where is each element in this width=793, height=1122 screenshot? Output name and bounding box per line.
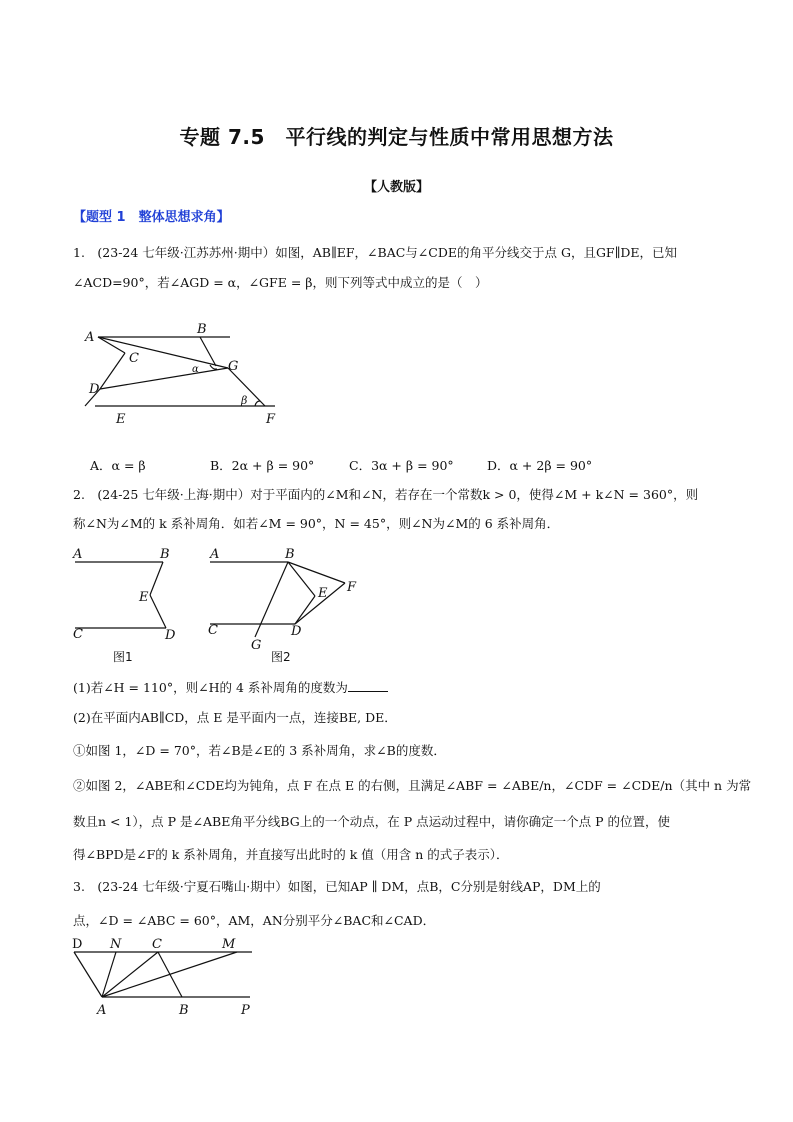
fig1-label-f: F (266, 412, 276, 427)
fig2a-caption: 图1 (113, 650, 133, 664)
q1-option-a: A．α = β (90, 458, 146, 473)
fig2b-label-f: F (347, 580, 357, 595)
seg-cb (158, 952, 182, 997)
seg-ac (98, 337, 125, 353)
seg-dg (100, 368, 228, 389)
q3-line1: 3. (23-24 七年级·宁夏石嘴山·期中）如图，已知AP ∥ DM，点B，C分别是射线AP，DM上的 (73, 879, 601, 894)
fig2a-label-e: E (139, 590, 149, 605)
q3-line2: 点，∠D = ∠ABC = 60°，AM，AN分别平分∠BAC和∠CAD． (73, 913, 436, 928)
q2-sub2b-line2: 数且n < 1），点 P 是∠ABE角平分线BG上的一个动点，在 P 点运动过程中，请你确定一个点 P 的位置，使 (73, 814, 670, 829)
q1-line1: 1. (23-24 七年级·江苏苏州·期中）如图，AB∥EF，∠BAC与∠CDE的角平分线交于点 G，且GF∥DE，已知 (73, 245, 678, 260)
seg-ad (74, 952, 102, 997)
q1-figure (80, 320, 280, 430)
fig3-label-p: P (241, 1003, 250, 1018)
fig2b-label-c: C (208, 623, 218, 638)
seg-ac (102, 952, 158, 997)
seg-cd (100, 353, 125, 389)
seg-bg (255, 562, 288, 637)
fig2a-label-b: B (160, 547, 170, 562)
beta-arc (255, 401, 260, 406)
q3-figure (70, 935, 260, 1020)
q1-option-d: D．α + 2β = 90° (487, 458, 593, 473)
fig1-label-b: B (197, 322, 207, 337)
fig1-label-c: C (129, 351, 139, 366)
q2-line2: 称∠N为∠M的 k 系补周角．如若∠M = 90°，N = 45°，则∠N为∠M的 6 系补周角． (73, 516, 560, 531)
fig3-label-d: D (72, 937, 83, 952)
fig2b-label-g: G (251, 638, 262, 653)
fig3-label-m: M (222, 937, 236, 952)
fig2a-label-d: D (165, 628, 176, 643)
fig1-label-d: D (89, 382, 100, 397)
fig2b-label-e: E (318, 586, 328, 601)
fig1-label-e: E (116, 412, 126, 427)
fig2b-label-d: D (291, 624, 302, 639)
seg-ed (150, 595, 166, 628)
seg-be (150, 562, 163, 595)
q2-sub2b-line3: 得∠BPD是∠F的 k 系补周角，并直接写出此时的 k 值（用含 n 的式子表示）． (73, 847, 509, 862)
q2-sub1-text: (1)若∠H = 110°，则∠H的 4 系补周角的度数为 (73, 680, 348, 695)
section-heading: 【题型 1 整体思想求角】 (73, 210, 230, 225)
q1-option-b: B．2α + β = 90° (210, 458, 315, 473)
q2-figure2 (205, 545, 370, 670)
q2-sub2: (2)在平面内AB∥CD，点 E 是平面内一点，连接BE, DE． (73, 710, 397, 725)
fig3-label-a: A (97, 1003, 107, 1018)
fig1-label-a: A (85, 330, 95, 345)
fig2b-caption: 图2 (271, 650, 291, 664)
fig1-label-beta: β (241, 394, 248, 407)
q2-sub2a: ①如图 1，∠D = 70°，若∠B是∠E的 3 系补周角，求∠B的度数． (73, 743, 446, 758)
fig1-label-g: G (228, 359, 239, 374)
fig2a-label-c: C (73, 627, 83, 642)
q2-sub2b-line1: ②如图 2，∠ABE和∠CDE均为钝角，点 F 在点 E 的右侧，且满足∠ABF = ∠ABE/n，∠CDF = ∠CDE/n（其中 n 为常 (73, 778, 752, 793)
q1-option-c: C．3α + β = 90° (349, 458, 454, 473)
fig1-label-alpha: α (192, 364, 199, 375)
seg-an (102, 952, 116, 997)
q2-line1: 2. (24-25 七年级·上海·期中）对于平面内的∠M和∠N，若存在一个常数k > 0，使得∠M + k∠N = 360°，则 (73, 487, 699, 502)
q1-line2: ∠ACD=90°，若∠AGD = α，∠GFE = β，则下列等式中成立的是（ ） (73, 275, 488, 290)
fig2a-label-a: A (73, 547, 83, 562)
fig3-label-n: N (110, 937, 122, 952)
fig3-label-b: B (179, 1003, 189, 1018)
q2-figure1 (70, 545, 190, 670)
edition-label: 【人教版】 (363, 180, 429, 195)
fig2b-label-b: B (285, 547, 295, 562)
page-title: 专题 7.5 平行线的判定与性质中常用思想方法 (179, 125, 614, 149)
q2-sub1 (73, 679, 388, 697)
fig3-label-c: C (152, 937, 162, 952)
fig2b-label-a: A (210, 547, 220, 562)
answer-blank (348, 679, 388, 692)
